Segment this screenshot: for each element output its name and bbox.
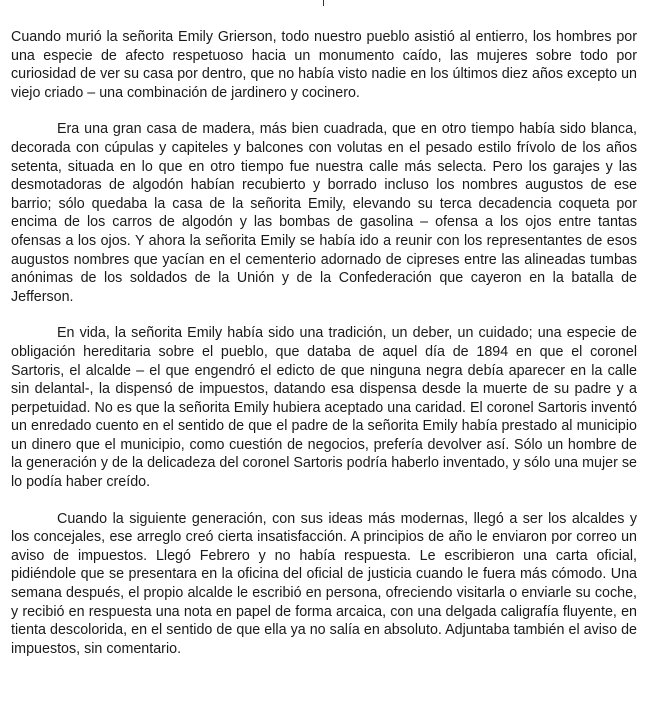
document-page: [11, 28, 637, 676]
paragraph-tradition: En vida, la señorita Emily había sido una tradición, un deber, un cuidado; una especie de obligación hereditaria sobre el pueblo, que databa de aquel día de 1894 en que el coronel Sartoris, el alcalde – el que engendró el edicto de que ninguna negra debía aparecer en la calle sin delantal-, la dispensó de impuestos, datando esa dispensa desde la muerte de su padre y a perpetuidad. No es que la señorita Emily hubiera aceptado una caridad. El coronel Sartoris inventó un enredado cuento en el sentido de que el padre de la señorita Emily había prestado al municipio un dinero que el municipio, como cuestión de negocios, prefería devolver así. Sólo un hombre de la generación y de la delicadeza del coronel Sartoris podría haberlo inventado, y sólo una mujer se lo podía haber creído.: [11, 325, 637, 491]
paragraph-funeral: Cuando murió la señorita Emily Grierson, todo nuestro pueblo asistió al entierro, los hombres por una especie de afecto respetuoso hacia un monumento caído, las mujeres sobre todo por curiosidad de ver su casa por dentro, que no había visto nadie en los últimos diez años excepto un viejo criado – una combinación de jardinero y cocinero.: [11, 29, 637, 101]
paragraph-next-generation: Cuando la siguiente generación, con sus ideas más modernas, llegó a ser los alcaldes y los concejales, ese arreglo creó cierta insatisfacción. A principios de año le enviaron por correo un aviso de impuestos. Llegó Febrero y no había respuesta. Le escribieron una carta oficial, pidiéndole que se presentara en la oficina del oficial de justicia cuando le fuera más cómodo. Una semana después, el propio alcalde le escribió en persona, ofreciendo visitarla o enviarle su coche, y recibió en respuesta una nota en papel de forma arcaica, con una delgada caligrafía fluyente, en tienta descolorida, en el sentido de que ella ya no salía en absoluto. Adjuntaba también el aviso de impuestos, sin comentario.: [11, 510, 637, 657]
page-top-mark: [323, 0, 324, 6]
paragraph-house: Era una gran casa de madera, más bien cuadrada, que en otro tiempo había sido blanca, decorada con cúpulas y capiteles y balcones con volutas en el pesado estilo frívolo de los años setenta, situada en lo que en otro tiempo fue nuestra calle más selecta. Pero los garajes y las desmotadoras de algodón habían recubierto y borrado incluso los nombres augustos de ese barrio; sólo quedaba la casa de la señorita Emily, elevando su terca decadencia coqueta por encima de los carros de algodón y las bombas de gasolina – ofensa a los ojos entre tantas ofensas a los ojos. Y ahora la señorita Emily se había ido a reunir con los representantes de esos augustos nombres que yacían en el cementerio adornado de cipreses entre las alineadas tumbas anónimas de los soldados de la Unión y de la Confederación que cayeron en la batalla de Jefferson.: [11, 121, 637, 305]
